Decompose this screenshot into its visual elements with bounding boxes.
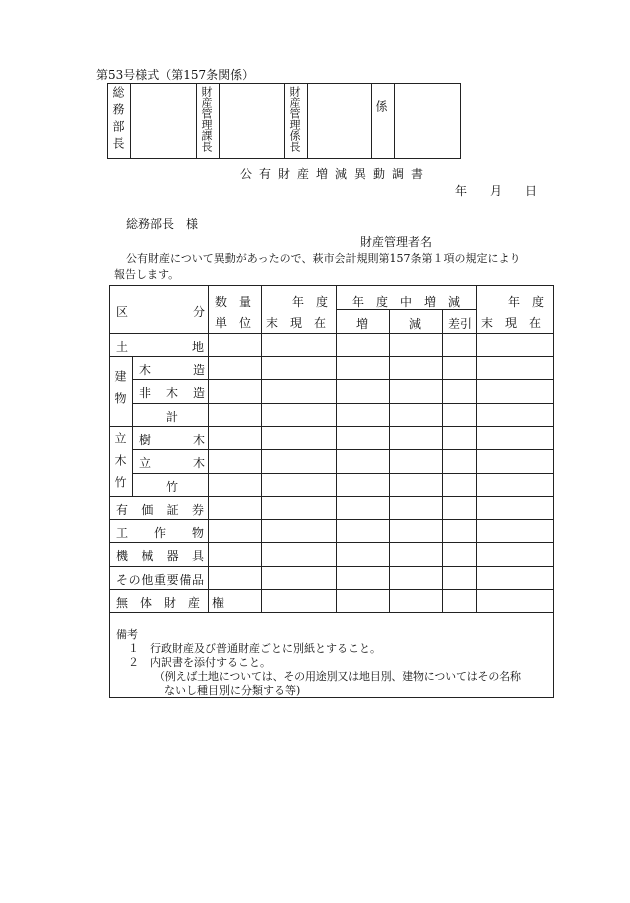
approval-label-kakari: 係 <box>374 100 388 112</box>
header-kubun-right: 分 <box>193 305 206 319</box>
row-label-mutai-zaisanken: 無 体 財 産 権 <box>116 596 225 610</box>
approval-label-somu-bucho: 総務部長 <box>111 86 125 154</box>
header-sabiki: 差引 <box>448 317 473 331</box>
row-label-kosakubutsu: 工 作 物 <box>116 526 204 540</box>
header-suryo: 数 量 <box>215 295 252 309</box>
date-day: 日 <box>525 184 538 198</box>
row-label-yuka-shoken: 有 価 証 券 <box>116 503 204 517</box>
row-label-mokuzo: 木 造 <box>139 363 205 377</box>
header-zo: 増 <box>356 317 369 331</box>
approval-label-zaisan-kakaricho: 財産管理係長 <box>288 86 301 152</box>
header-kubun-left: 区 <box>116 305 129 319</box>
row-label-sonota-bihin: その他重要備品 <box>116 573 204 587</box>
header-nendo-end-genzai: 末 現 在 <box>481 316 542 330</box>
header-tani: 単 位 <box>215 316 252 330</box>
header-nendo-start-genzai: 末 現 在 <box>266 316 327 330</box>
approval-label-zaisan-kacho: 財産管理課長 <box>200 86 213 152</box>
note-2: ２ 内訳書を添付すること。 <box>128 656 271 669</box>
date-year: 年 <box>455 184 468 198</box>
document-title: 公有財産増減異動調書 <box>240 167 431 181</box>
row-label-ryuboku: 立 木 <box>139 456 205 470</box>
header-nendo-start: 年 度 <box>292 295 329 309</box>
header-gen: 減 <box>409 317 422 331</box>
form-number: 第53号様式（第157条関係） <box>96 68 255 82</box>
note-3: （例えば土地については、その用途別又は地目別、建物についてはその名称 <box>154 670 521 683</box>
group-label-ryubokuchiku: 立木竹 <box>113 432 127 498</box>
date-month: 月 <box>490 184 503 198</box>
notes-heading: 備考 <box>116 628 138 641</box>
group-label-tatemono: 建物 <box>113 370 127 414</box>
row-label-kikai-kigu: 機 械 器 具 <box>116 549 204 563</box>
body-text-line-2: 報告します。 <box>114 268 180 281</box>
note-1: １ 行政財産及び普通財産ごとに別紙とすること。 <box>128 642 381 655</box>
note-4: ないし種目別に分類する等) <box>164 684 301 697</box>
row-label-tochi: 土 地 <box>116 340 204 354</box>
manager-name-label: 財産管理者名 <box>360 235 433 249</box>
addressee: 総務部長 様 <box>126 217 199 231</box>
row-label-kei: 計 <box>166 410 179 424</box>
row-label-jumoku: 樹 木 <box>139 433 205 447</box>
body-text-line-1: 公有財産について異動があったので、萩市会計規則第157条第１項の規定により <box>126 252 521 265</box>
row-label-himokuzo: 非 木 造 <box>139 386 205 400</box>
row-label-take: 竹 <box>166 480 179 494</box>
header-nendo-end: 年 度 <box>508 295 545 309</box>
header-nendo-chu-zogen: 年 度 中 増 減 <box>352 295 461 309</box>
